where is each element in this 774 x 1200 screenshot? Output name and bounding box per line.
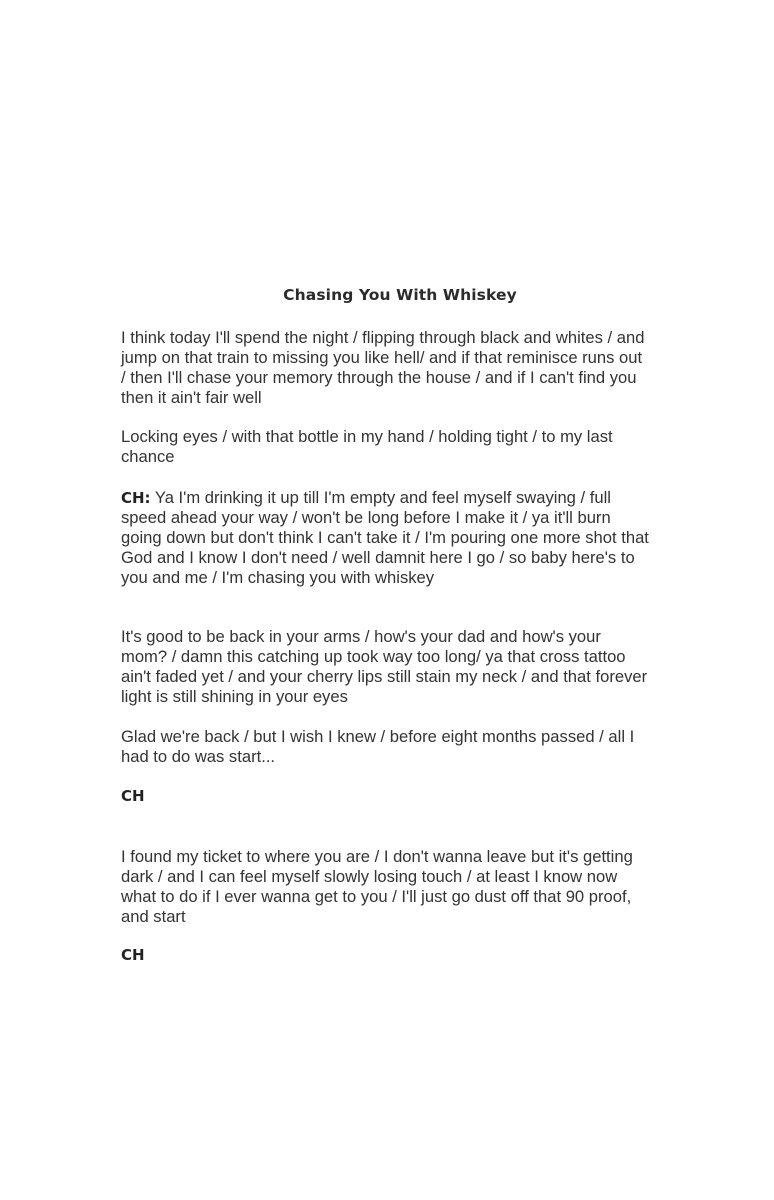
pre-chorus-2: Glad we're back / but I wish I knew / before eight months passed / all I had to do was start...: [121, 727, 635, 766]
chorus-marker-1: CH: [121, 787, 145, 805]
verse-1: I think today I'll spend the night / flipping through black and whites / and jump on that train to missing you like hell/ and if that reminisce runs out / then I'll chase your memory through the house / and if I can't find you then it ain't fair well: [121, 328, 645, 407]
song-title: Chasing You With Whiskey: [283, 286, 517, 304]
bridge: I found my ticket to where you are / I don't wanna leave but it's getting dark / and I can feel myself slowly losing touch / at least I know now what to do if I ever wanna get to you / I'll just go dust off that 90 proof, and start: [121, 847, 633, 926]
verse-2: It's good to be back in your arms / how's your dad and how's your mom? / damn this catching up took way too long/ ya that cross tattoo ain't faded yet / and your cherry lips still stain my neck / and that forever light is still shining in your eyes: [121, 627, 648, 706]
chorus-marker-2: CH: [121, 946, 145, 964]
chorus-label: CH:: [121, 489, 151, 507]
chorus-text: Ya I'm drinking it up till I'm empty and feel myself swaying / full speed ahead your way / won't be long before I make it / ya it'll burn going down but don't think I can't take it / I'm pouring one more shot that God and I know I don't need / well damnit here I go / so baby here's to you and me / I'm chasing you with whiskey: [121, 488, 649, 587]
chorus: [121, 488, 649, 588]
pre-chorus-1: Locking eyes / with that bottle in my hand / holding tight / to my last chance: [121, 427, 613, 466]
